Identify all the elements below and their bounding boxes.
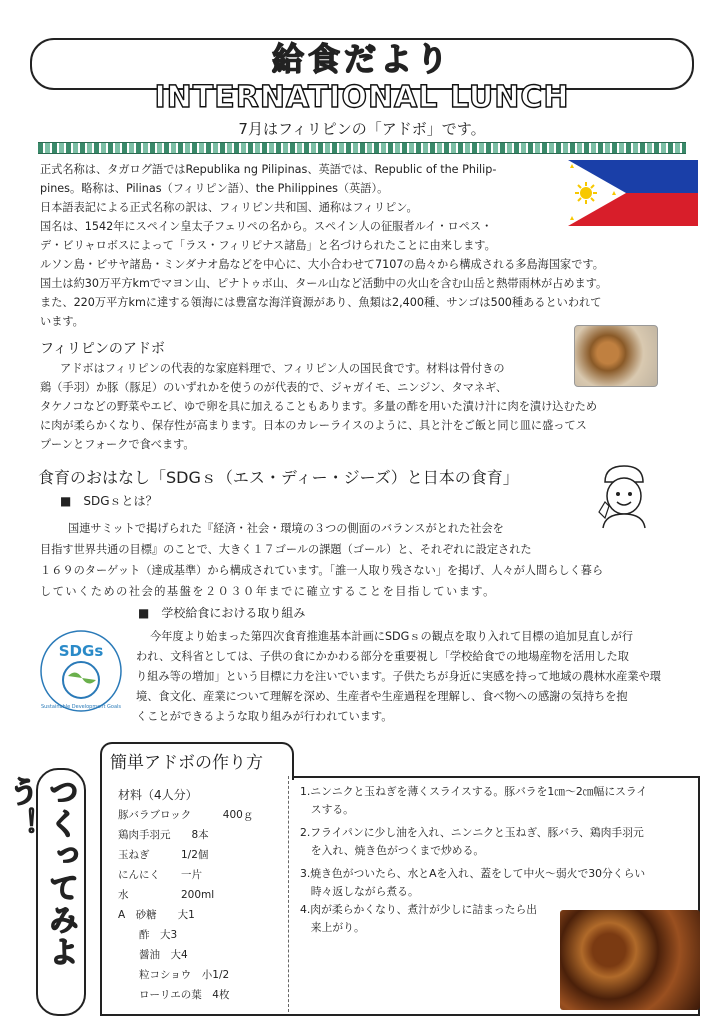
ingredient-item: 酢 大3 [118, 929, 178, 941]
sdgs-logo-icon [38, 628, 124, 714]
page-title-english: INTERNATIONAL LUNCH [154, 80, 570, 115]
sdgs-logo-text: SDGs [58, 642, 104, 660]
recipe-step: 時々返しながら煮る。 [300, 885, 419, 898]
recipe-side-label: つくってみよう！ [3, 776, 78, 968]
adobo-line: 鶏（手羽）か豚（豚足）のいずれかを使うのが代表的で、ジャガイモ、ニンジン、タマネギ、 [40, 381, 508, 394]
sdgs-heading: 食育のおはなし「SDGｓ（エス・ディー・ジーズ）と日本の食育」 [38, 468, 519, 487]
ingredient-item: 醤油 大4 [118, 949, 188, 961]
ingredient-item: 粒コショウ 小1/2 [118, 969, 230, 981]
page-subtitle: 7月はフィリピンの「アドボ」です。 [238, 120, 486, 138]
adobo-line: プーンとフォークで食べます。 [40, 438, 195, 451]
sdgs-line: 目指す世界共通の目標』のことで、大きく１７ゴールの課題（ゴール）と、それぞれに設定された [40, 543, 532, 556]
adobo-photo [574, 325, 658, 387]
adobo-heading: フィリピンのアドボ [40, 341, 165, 357]
recipe-step: スする。 [300, 803, 354, 816]
ingredient-item: 玉ねぎ 1/2個 [118, 849, 209, 861]
recipe-step: 4.肉が柔らかくなり、煮汁が少しに詰まったら出 [300, 903, 538, 916]
recipe-step: 来上がり。 [300, 921, 365, 934]
intro-line: デ・ビリャロボスによって「ラス・フィリピナス諸島」と名づけられたことに由来します。 [40, 239, 496, 252]
sdgs-school-line: り組み等の増加」という目標に力を注いでいます。子供たちが身近に実感を持って地域の農林水産業や環 [136, 670, 661, 683]
sdgs-sub1: ■ SDGｓとは？ [60, 494, 158, 508]
sdgs-logo-subtext: Sustainable Development Goals [40, 704, 122, 710]
recipe-step: 2.フライパンに少し油を入れ、ニンニクと玉ねぎ、豚バラ、鶏肉手羽元 [300, 826, 644, 839]
sdgs-school-line: くことができるような取り組みが行われています。 [136, 710, 393, 723]
intro-line: 国土は約30万平方kmでマヨン山、ピナトゥボ山、タール山など活動中の火山を含む山岳と熱帯雨林が占めます。 [40, 277, 608, 290]
intro-line: 国名は、1542年にスペイン皇太子フェリペの名から。スペイン人の征服者ルイ・ロペス・ [40, 220, 493, 233]
recipe-step: 1.ニンニクと玉ねぎを薄くスライスする。豚バラを1㎝〜2㎝幅にスライ [300, 785, 648, 798]
decorative-divider [38, 142, 686, 154]
sdgs-sub2: ■ 学校給食における取り組み [138, 606, 306, 620]
adobo-line: タケノコなどの野菜やエビ、ゆで卵を具に加えることもあります。多量の酢を用いた漬け汁に肉を漬け込むため [40, 400, 598, 413]
intro-line: 日本語表記による正式名称の訳は、フィリピン共和国、通称はフィリピン。 [40, 201, 418, 214]
intro-line: います。 [40, 315, 84, 328]
ingredient-item: ローリエの葉 4枚 [118, 989, 230, 1001]
ingredient-item: 鶏肉手羽元 8本 [118, 829, 209, 841]
intro-line: ルソン島・ビサヤ諸島・ミンダナオ島などを中心に、大小合わせて7107の島々から構成される多島海国家です。 [40, 258, 604, 271]
recipe-step: を入れ、焼き色がつくまで炒める。 [300, 844, 485, 857]
sdgs-line: 国連サミットで掲げられた『経済・社会・環境の３つの側面のバランスがとれた社会を [68, 522, 504, 535]
adobo-line: アドボはフィリピンの代表的な家庭料理で、フィリピン人の国民食です。材料は骨付きの [60, 362, 505, 375]
recipe-title: 簡単アドボの作り方 [110, 753, 263, 773]
intro-line: また、220万平方kmに達する領海には豊富な海洋資源があり、魚類は2,400種、サンゴは500種あるといわれて [40, 296, 602, 309]
materials-heading: 材料（4人分） [118, 788, 198, 802]
philippine-flag-icon [568, 160, 698, 226]
sdgs-line: １６９のターゲット（達成基準）から構成されています。「誰一人取り残さない」を掲げ、人々が人間らしく暮ら [40, 564, 604, 577]
chef-character-icon [595, 462, 653, 530]
intro-line: pines。略称は、Pilinas（フィリピン語）、the Philippines（英語）。 [40, 182, 389, 195]
adobo-line: に肉が柔らかくなり、保存性が高まります。日本のカレーライスのように、具と汁をご飯と同じ皿に盛ってス [40, 419, 587, 432]
page-title: 給食だより [271, 40, 452, 78]
adobo-dish-photo [560, 910, 700, 1010]
ingredient-item: 豚バラブロック 400ｇ [118, 809, 254, 821]
intro-line: 正式名称は、タガログ語ではRepublika ng Pilipinas、英語では、Republic of the Philip- [40, 163, 497, 176]
ingredient-item: A 砂糖 大1 [118, 909, 195, 921]
ingredient-item: 水 200ml [118, 889, 215, 901]
sdgs-line: していくための社会的基盤を２０３０年までに確立することを目指しています。 [40, 585, 496, 598]
recipe-step: 3.焼き色がついたら、水とAを入れ、蓋をして中火〜弱火で30分くらい [300, 867, 646, 880]
sdgs-school-line: 境、食文化、産業について理解を深め、生産者や生産過程を理解し、食べ物への感謝の気持ちを抱 [136, 690, 628, 703]
ingredient-item: にんにく 一片 [118, 869, 202, 881]
sdgs-school-line: われ、文科省としては、子供の食にかかわる部分を重要視し「学校給食での地場産物を活用した取 [136, 650, 629, 663]
sdgs-school-line: 今年度より始まった第四次食育推進基本計画にSDGｓの観点を取り入れて目標の追加見直しが行 [150, 630, 634, 643]
recipe-column-divider [288, 776, 289, 1012]
